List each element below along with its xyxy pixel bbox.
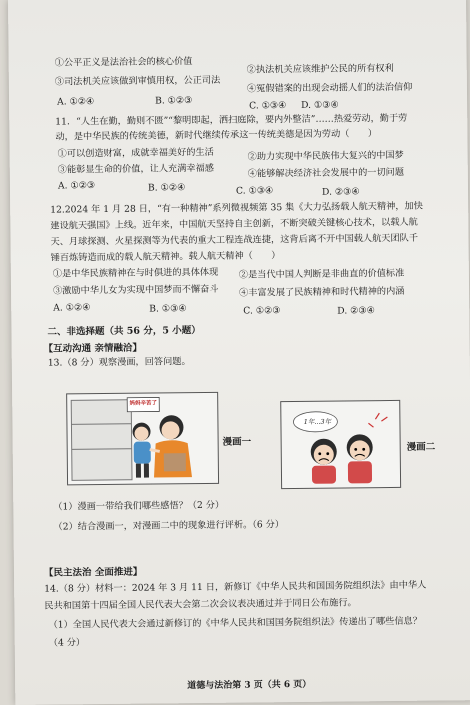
- choice-c: C. ①③④: [249, 100, 287, 112]
- q14-sub-1-points: （4 分）: [48, 637, 86, 649]
- choice-b: B. ①②③: [155, 95, 193, 107]
- comic-1-frame: [66, 392, 219, 486]
- comic-2-bubble: 1年...3年: [303, 417, 332, 426]
- page-footer: 道德与法治第 3 页（共 6 页）: [187, 679, 312, 692]
- q11-choice-a: A. ①②③: [57, 180, 96, 192]
- q12-option-3: ③激励中华儿女为实现中国梦而不懈奋斗: [52, 283, 219, 297]
- q11-stem-line1: 11．“人生在勤，勤则不匮”“黎明即起，洒扫庭除，要内外整洁”……热爱劳动，勤于劳: [55, 112, 408, 128]
- q12-choice-d: D. ②③④: [337, 305, 375, 317]
- q11-stem-line2: 动，是中华民族的传统美德，新时代继续传承这一传统美德是因为劳动（ ）: [55, 128, 378, 143]
- section-heading-family: 【互动沟通 亲情融洽】: [43, 342, 143, 355]
- q11-option-4: ④能够解决经济社会发展中的一切问题: [247, 166, 405, 180]
- comic-2-illustration: [281, 401, 400, 488]
- comic-2-label: 漫画二: [406, 441, 436, 453]
- q13-stem: 13.（8 分）观察漫画，回答问题。: [47, 356, 191, 369]
- part2-heading: 二、非选择题（共 56 分，5 小题）: [47, 325, 201, 338]
- choice-a: A. ①②④: [57, 96, 95, 108]
- q12-stem-line2: 建设航天强国》上线。近年来，中国航天坚持自主创新，不断突破关键核心技术，以载人航: [50, 216, 418, 232]
- q12-choice-b: B. ①③④: [149, 303, 187, 315]
- q12-stem-line1: 12.2024 年 1 月 28 日，“有一种精神”系列微视频第 35 集《大力弘扬载人航天精神，加快: [50, 200, 423, 216]
- q12-option-2: ②是当代中国人判断是非曲直的价值标准: [238, 267, 405, 281]
- comic-1-label: 漫画一: [222, 436, 252, 448]
- q13-sub-1: （1）漫画一带给我们哪些感悟？（2 分）: [53, 499, 225, 513]
- q11-choice-c: C. ①③④: [235, 185, 274, 197]
- q12-stem-line3: 天、月球探测、火星探测等为代表的重大工程连战连捷，这背后离不开中国载人航天团队千: [50, 232, 419, 248]
- comic-2-frame: [280, 400, 401, 489]
- option-3: ③司法机关应该做到审慎用权，公正司法: [54, 74, 221, 88]
- q13-sub-2: （2）结合漫画一，对漫画二中的现象进行评析。（6 分）: [53, 519, 285, 533]
- comic-1-sign: 妈妈辛苦了: [129, 400, 158, 407]
- option-2: ②执法机关应该维护公民的所有权利: [246, 62, 394, 76]
- q12-option-1: ①是中华民族精神在与时俱进的具体体现: [52, 266, 219, 280]
- q11-choice-d: D. ②③④: [321, 186, 360, 198]
- option-1: ①公平正义是法治社会的核心价值: [54, 56, 193, 69]
- q14-sub-1: （1）全国人民代表大会通过新修订的《中华人民共和国国务院组织法》传递出了哪些信息？: [48, 615, 422, 631]
- q12-option-4: ④丰富发展了民族精神和时代精神的内涵: [239, 285, 405, 299]
- exam-page: [8, 0, 470, 705]
- option-4: ④冤假错案的出现会动摇人们的法治信仰: [246, 81, 413, 95]
- q11-choice-b: B. ①②④: [147, 182, 186, 194]
- q11-option-3: ③能彰显生命的价值，让人充满幸福感: [57, 162, 215, 176]
- section-heading-law: 【民主法治 全面推进】: [43, 566, 143, 579]
- choice-d: D. ①③④: [301, 99, 339, 111]
- q14-stem-line2: 民共和国第十四届全国人民代表大会第二次会议表决通过并于同日公布施行。: [44, 597, 357, 612]
- q12-stem-line4: 锤百炼铸造而成的载人航天精神。载人航天精神（ ）: [50, 250, 281, 264]
- q12-choice-a: A. ①②④: [53, 302, 91, 314]
- q11-option-2: ②助力实现中华民族伟大复兴的中国梦: [247, 149, 404, 163]
- q11-option-1: ①可以创造财富，成就幸福美好的生活: [57, 146, 214, 160]
- q14-stem-line1: 14.（8 分）材料一：2024 年 3 月 11 日，新修订《中华人民共和国国务院组织法》由中华人: [44, 579, 427, 595]
- q12-choice-c: C. ①②③: [243, 305, 281, 317]
